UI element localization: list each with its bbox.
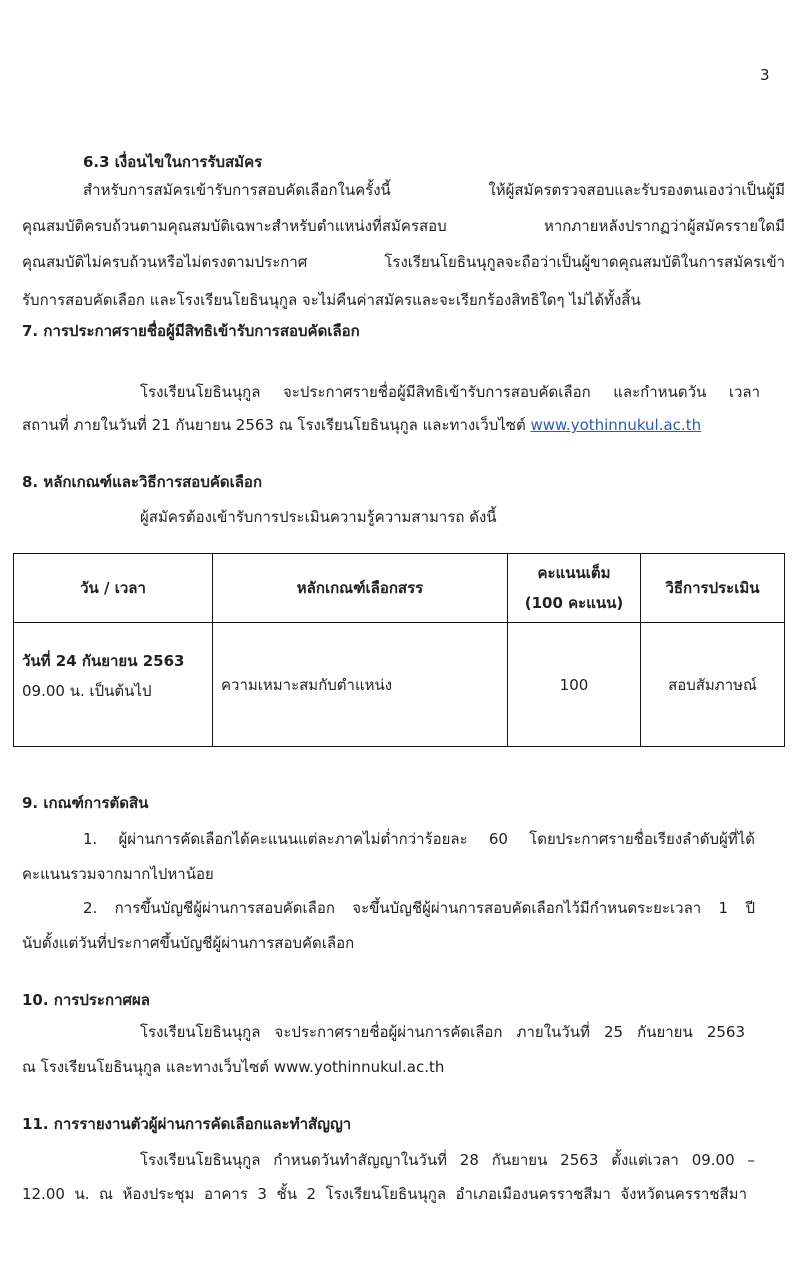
cell-date-time <box>14 623 213 747</box>
section-8-heading: 8. หลักเกณฑ์และวิธีการสอบคัดเลือก <box>22 473 263 491</box>
table-header-row <box>14 554 785 623</box>
header-method: วิธีการประเมิน <box>641 554 785 623</box>
cell-score: 100 <box>508 623 641 747</box>
paragraph-line: 1. ผู้ผ่านการคัดเลือกได้คะแนนแต่ละภาคไม่ต่ำกว่าร้อยละ 60 โดยประกาศรายชื่อเรียงลำดับผู้ที่ได้ <box>83 830 755 848</box>
paragraph-text: สถานที่ ภายในวันที่ 21 กันยายน 2563 ณ โรงเรียนโยธินนุกูล และทางเว็บไซต์ <box>22 416 531 434</box>
cell-time: 09.00 น. เป็นต้นไป <box>22 681 152 700</box>
paragraph-line: 12.00 น. ณ ห้องประชุม อาคาร 3 ชั้น 2 โรงเรียนโยธินนุกูล อำเภอเมืองนครราชสีมา จังหวัดนครราชสีมา <box>22 1185 747 1203</box>
paragraph-line: ผู้สมัครต้องเข้ารับการประเมินความรู้ความสามารถ ดังนี้ <box>140 508 497 526</box>
header-full-score-line2: (100 คะแนน) <box>524 594 624 612</box>
website-link[interactable]: www.yothinnukul.ac.th <box>530 416 702 434</box>
paragraph-line: คุณสมบัติไม่ครบถ้วนหรือไม่ตรงตามประกาศ โรงเรียนโยธินนุกูลจะถือว่าเป็นผู้ขาดคุณสมบัติในการสมัครเข้า <box>22 253 785 271</box>
section-9-heading: 9. เกณฑ์การตัดสิน <box>22 794 149 812</box>
paragraph-line: นับตั้งแต่วันที่ประกาศขึ้นบัญชีผู้ผ่านการสอบคัดเลือก <box>22 934 355 952</box>
paragraph-line: คุณสมบัติครบถ้วนตามคุณสมบัติเฉพาะสำหรับตำแหน่งที่สมัครสอบ หากภายหลังปรากฏว่าผู้สมัครรายใดมี <box>22 217 785 235</box>
paragraph-line <box>22 414 701 436</box>
paragraph-line: โรงเรียนโยธินนุกูล จะประกาศรายชื่อผู้มีสิทธิเข้ารับการสอบคัดเลือก และกำหนดวัน เวลา <box>140 383 760 401</box>
paragraph-line: สำหรับการสมัครเข้ารับการสอบคัดเลือกในครั้งนี้ ให้ผู้สมัครตรวจสอบและรับรองตนเองว่าเป็นผู้มี <box>83 181 785 199</box>
section-6-3-heading: 6.3 เงื่อนไขในการรับสมัคร <box>83 153 263 171</box>
header-full-score <box>508 554 641 623</box>
cell-criteria: ความเหมาะสมกับตำแหน่ง <box>213 623 508 747</box>
section-11-heading: 11. การรายงานตัวผู้ผ่านการคัดเลือกและทำสัญญา <box>22 1115 352 1133</box>
paragraph-line: ณ โรงเรียนโยธินนุกูล และทางเว็บไซต์ www.yothinnukul.ac.th <box>22 1058 445 1076</box>
paragraph-line: โรงเรียนโยธินนุกูล จะประกาศรายชื่อผู้ผ่านการคัดเลือก ภายในวันที่ 25 กันยายน 2563 <box>140 1023 745 1041</box>
header-full-score-line1: คะแนนเต็ม <box>537 564 611 582</box>
section-7-heading: 7. การประกาศรายชื่อผู้มีสิทธิเข้ารับการสอบคัดเลือก <box>22 322 360 340</box>
section-10-heading: 10. การประกาศผล <box>22 991 150 1009</box>
page-number: 3 <box>760 66 770 84</box>
table-row <box>14 623 785 747</box>
paragraph-line: 2. การขึ้นบัญชีผู้ผ่านการสอบคัดเลือก จะขึ้นบัญชีผู้ผ่านการสอบคัดเลือกไว้มีกำหนดระยะเวลา 1 ปี <box>83 899 755 917</box>
paragraph-line: โรงเรียนโยธินนุกูล กำหนดวันทำสัญญาในวันที่ 28 กันยายน 2563 ตั้งแต่เวลา 09.00 – <box>140 1151 755 1169</box>
selection-criteria-table <box>13 553 785 747</box>
header-criteria: หลักเกณฑ์เลือกสรร <box>213 554 508 623</box>
cell-date: วันที่ 24 กันยายน 2563 <box>22 651 185 670</box>
header-date-time: วัน / เวลา <box>14 554 213 623</box>
cell-method: สอบสัมภาษณ์ <box>641 623 785 747</box>
paragraph-line: คะแนนรวมจากมากไปหาน้อย <box>22 865 214 883</box>
paragraph-line: รับการสอบคัดเลือก และโรงเรียนโยธินนุกูล จะไม่คืนค่าสมัครและจะเรียกร้องสิทธิใดๆ ไม่ได้ทั้งสิ้น <box>22 291 641 309</box>
